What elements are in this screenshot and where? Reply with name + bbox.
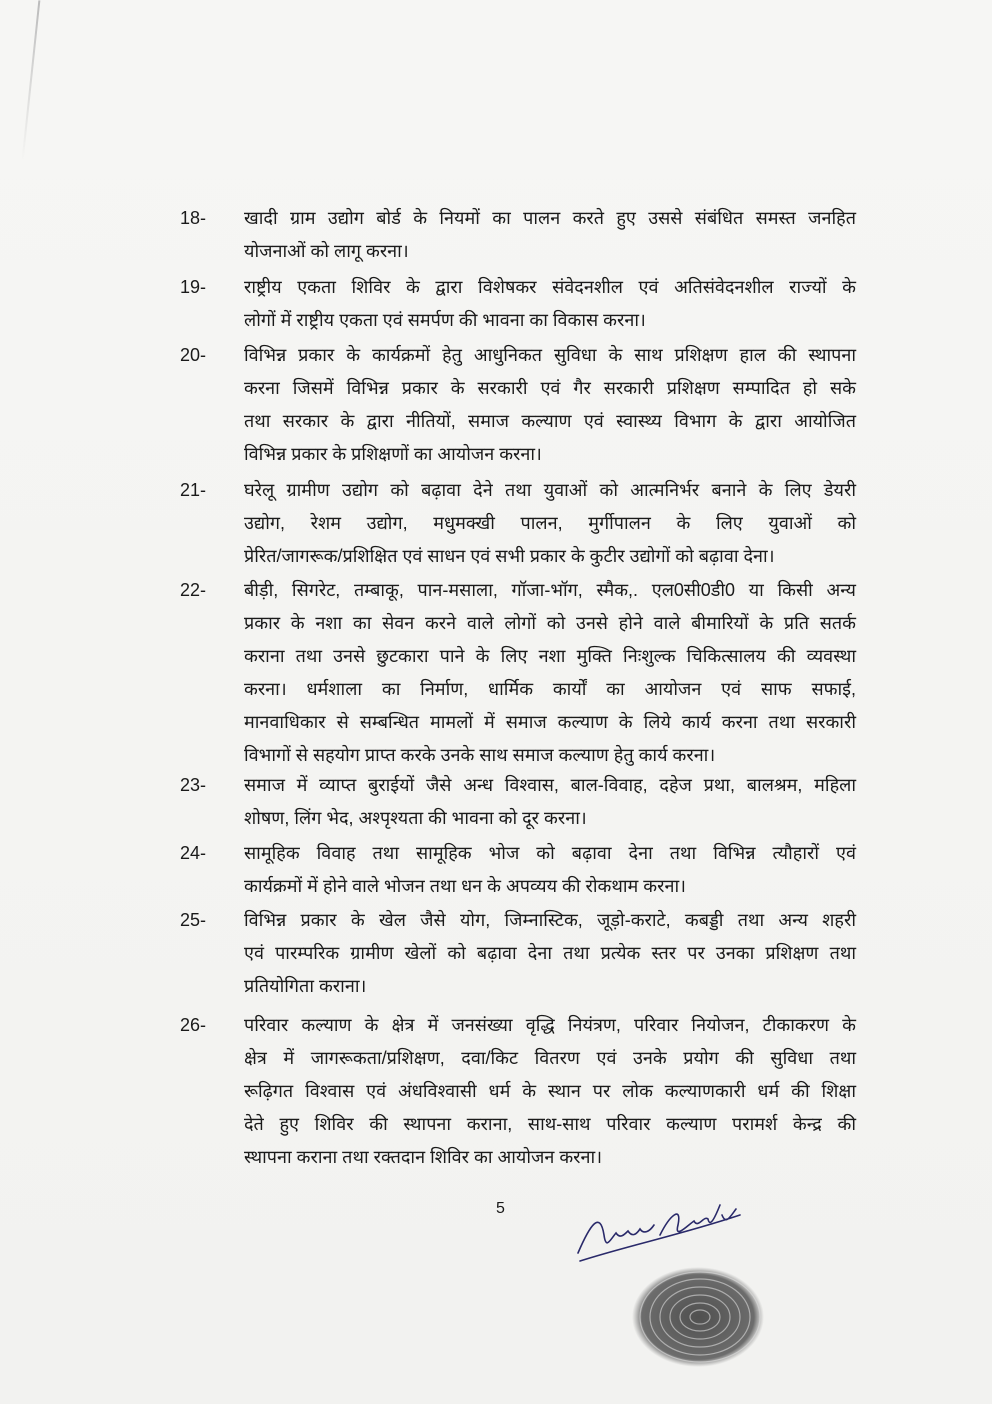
clause-line: विभागों से सहयोग प्राप्त करके उनके साथ समाज कल्याण हेतु कार्य करना। — [244, 745, 716, 765]
clause-number: 21- — [180, 480, 207, 500]
clause-line: रूढ़िगत विश्वास एवं अंधविश्वासी धर्म के स्थान पर लोक कल्याणकारी धर्म की शिक्षा — [244, 1081, 856, 1101]
clause-line: राष्ट्रीय एकता शिविर के द्वारा विशेषकर संवेदनशील एवं अतिसंवेदनशील राज्यों के — [244, 277, 856, 297]
clause-line: घरेलू ग्रामीण उद्योग को बढ़ावा देने तथा युवाओं को आत्मनिर्भर बनाने के लिए डेयरी — [244, 480, 856, 500]
clause-number: 26- — [180, 1015, 207, 1035]
clause-text — [244, 202, 856, 268]
clause-number: 22- — [180, 580, 207, 600]
page-number: 5 — [496, 1200, 505, 1217]
clause-text — [244, 271, 856, 337]
clause-number: 18- — [180, 208, 207, 228]
clause-text — [244, 474, 856, 573]
clause-number: 25- — [180, 910, 207, 930]
clause-line: तथा सरकार के द्वारा नीतियों, समाज कल्याण एवं स्वास्थ्य विभाग के द्वारा आयोजित — [244, 411, 856, 431]
clause-line: विभिन्न प्रकार के खेल जैसे योग, जिम्नास्टिक, जूड़ो-कराटे, कबड्डी तथा अन्य शहरी — [244, 910, 856, 930]
clause-number: 24- — [180, 843, 207, 863]
clause-line: बीड़ी, सिगरेट, तम्बाकू, पान-मसाला, गॉजा-भॉग, स्मैक,. एल0सी0डी0 या किसी अन्य — [244, 580, 856, 600]
clause-line: खादी ग्राम उद्योग बोर्ड के नियमों का पालन करते हुए उससे संबंधित समस्त जनहित — [244, 208, 856, 228]
clause-line: समाज में व्याप्त बुराईयों जैसे अन्ध विश्वास, बाल-विवाह, दहेज प्रथा, बालश्रम, महिला — [244, 775, 856, 795]
clause-line: प्रेरित/जागरूक/प्रशिक्षित एवं साधन एवं सभी प्रकार के कुटीर उद्योगों को बढ़ावा देना। — [244, 546, 775, 566]
clause-number: 19- — [180, 277, 207, 297]
clause-text — [244, 837, 856, 903]
clause-line: स्थापना कराना तथा रक्तदान शिविर का आयोजन करना। — [244, 1147, 603, 1167]
clause-line: देते हुए शिविर की स्थापना कराना, साथ-साथ परिवार कल्याण परामर्श केन्द्र की — [244, 1114, 856, 1134]
clause-text — [244, 904, 856, 1003]
clause-line: लोगों में राष्ट्रीय एकता एवं समर्पण की भावना का विकास करना। — [244, 310, 646, 330]
clause-line: उद्योग, रेशम उद्योग, मधुमक्खी पालन, मुर्गीपालन के लिए युवाओं को — [244, 513, 856, 533]
clause-line: प्रतियोगिता कराना। — [244, 976, 367, 996]
clause-text — [244, 769, 856, 835]
clause-number: 23- — [180, 775, 207, 795]
clause-line: प्रकार के नशा का सेवन करने वाले लोगों को उनसे होने वाले बीमारियों के प्रति सतर्क — [244, 613, 856, 633]
clause-line: शोषण, लिंग भेद, अश्पृश्यता की भावना को दूर करना। — [244, 808, 587, 828]
clause-line: एवं पारम्परिक ग्रामीण खेलों को बढ़ावा देना तथा प्रत्येक स्तर पर उनका प्रशिक्षण तथा — [244, 943, 856, 963]
clause-line: सामूहिक विवाह तथा सामूहिक भोज को बढ़ावा देना तथा विभिन्न त्यौहारों एवं — [244, 843, 856, 863]
clause-number: 20- — [180, 345, 207, 365]
clause-text — [244, 339, 856, 471]
clause-line: परिवार कल्याण के क्षेत्र में जनसंख्या वृद्धि नियंत्रण, परिवार नियोजन, टीकाकरण के — [244, 1015, 856, 1035]
clause-line: विभिन्न प्रकार के प्रशिक्षणों का आयोजन करना। — [244, 444, 542, 464]
thumbprint — [628, 1262, 768, 1372]
clause-line: क्षेत्र में जागरूकता/प्रशिक्षण, दवा/किट वितरण एवं उनके प्रयोग की सुविधा तथा — [244, 1048, 856, 1068]
clause-line: करना। धर्मशाला का निर्माण, धार्मिक कार्यों का आयोजन एवं साफ सफाई, — [244, 679, 856, 699]
clause-line: योजनाओं को लागू करना। — [244, 241, 409, 261]
clause-line: विभिन्न प्रकार के कार्यक्रमों हेतु आधुनिकत सुविधा के साथ प्रशिक्षण हाल की स्थापना — [244, 345, 856, 365]
clause-line: करना जिसमें विभिन्न प्रकार के सरकारी एवं गैर सरकारी प्रशिक्षण सम्पादित हो सके — [244, 378, 856, 398]
clause-text — [244, 1009, 856, 1174]
clause-line: कराना तथा उनसे छुटकारा पाने के लिए नशा मुक्ति निःशुल्क चिकित्सालय की व्यवस्था — [244, 646, 856, 666]
clause-text — [244, 574, 856, 772]
clause-line: कार्यक्रमों में होने वाले भोजन तथा धन के अपव्यय की रोकथाम करना। — [244, 876, 686, 896]
handwritten-signature — [570, 1195, 750, 1265]
clause-line: मानवाधिकार से सम्बन्धित मामलों में समाज कल्याण के लिये कार्य करना तथा सरकारी — [244, 712, 856, 732]
